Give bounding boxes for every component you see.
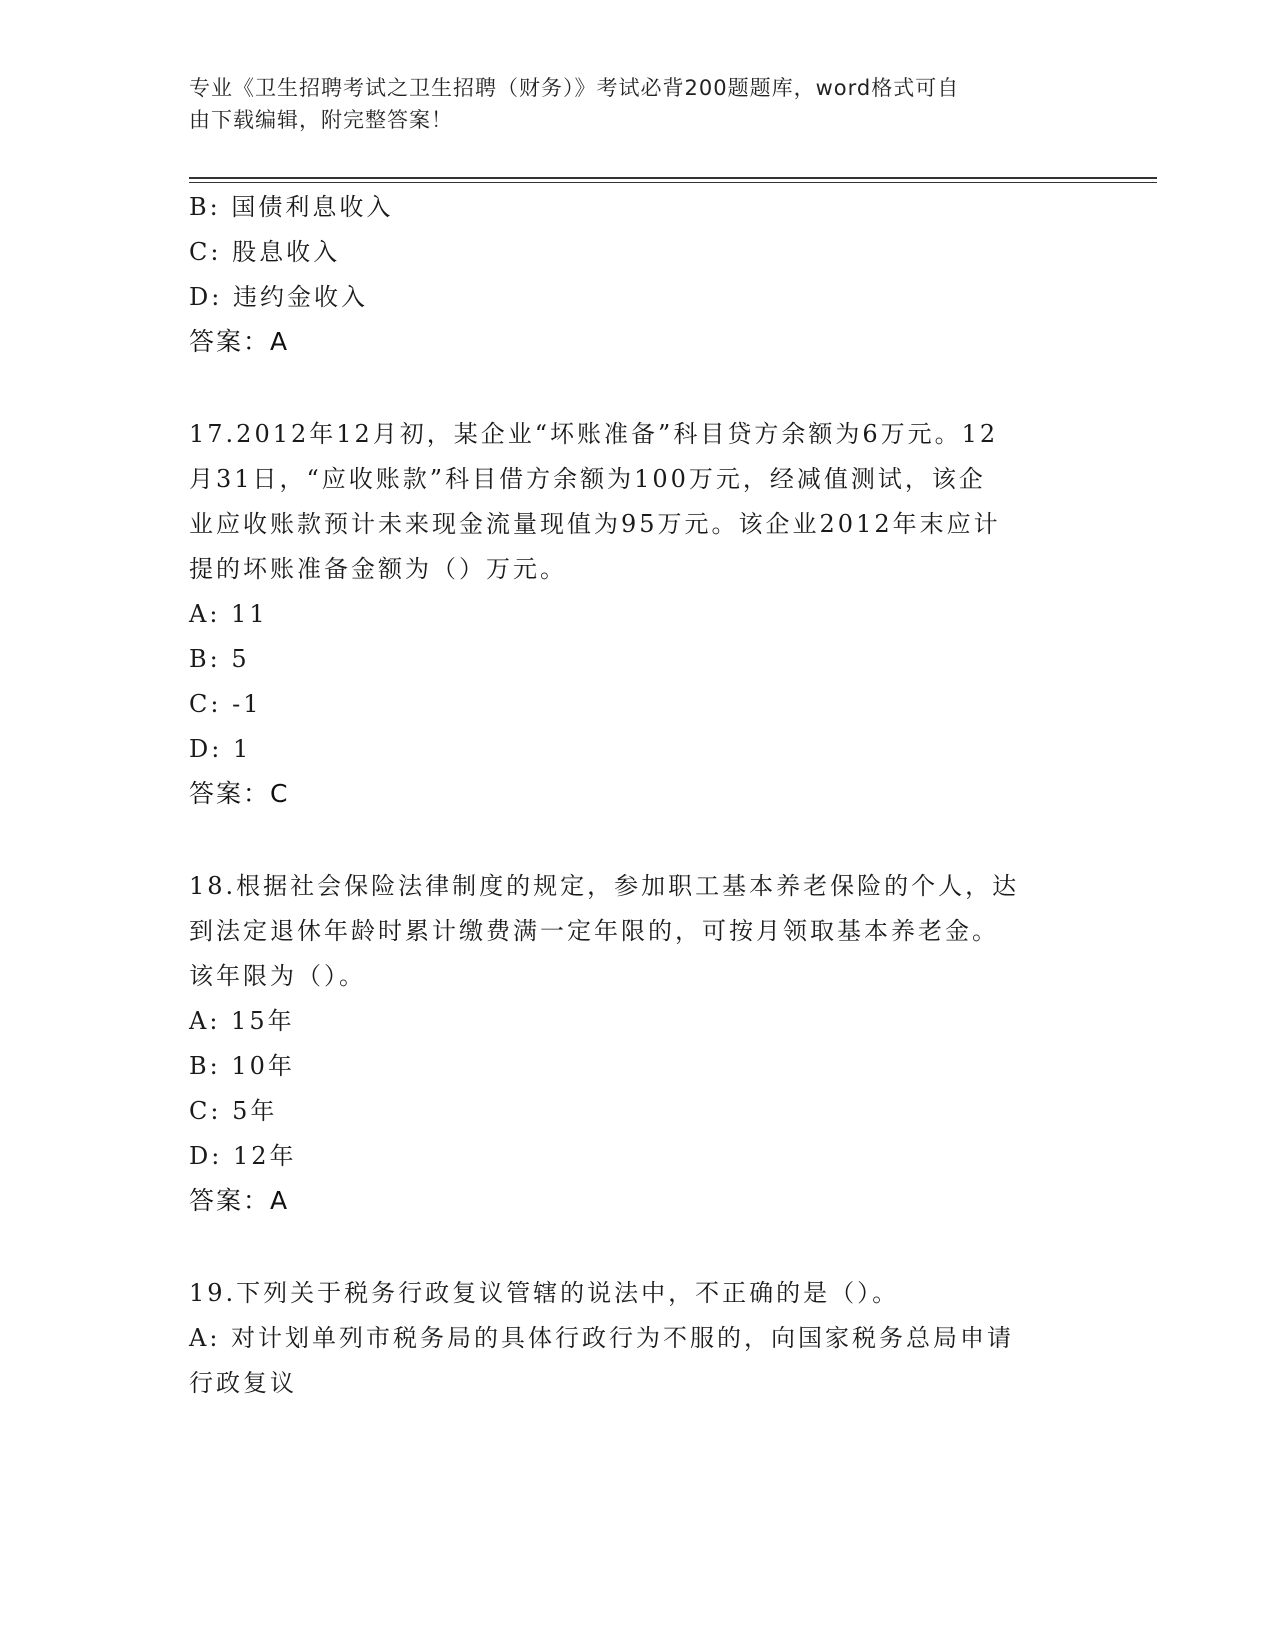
q18-stem-line-3: 该年限为（）。 [189,962,366,990]
q16-option-d: D: 违约金收入 [189,283,368,311]
q18-option-b: B: 10年 [189,1052,295,1080]
q18-answer: 答案：A [189,1186,290,1215]
q17-stem-line-4: 提的坏账准备金额为（）万元。 [189,555,567,583]
q18-option-d: D: 12年 [189,1142,297,1170]
document-header [189,72,1069,136]
q16-option-c: C: 股息收入 [189,238,341,266]
q17-stem-line-1: 17.2012年12月初，某企业“坏账准备”科目贷方余额为6万元。12 [189,420,999,448]
header-divider-thin [189,182,1157,183]
q16-option-b: B: 国债利息收入 [189,193,394,221]
q18-stem-line-2: 到法定退休年龄时累计缴费满一定年限的，可按月领取基本养老金。 [189,917,999,945]
q17-option-a: A: 11 [189,600,268,628]
q19-stem-line-1: 19.下列关于税务行政复议管辖的说法中，不正确的是（）。 [189,1279,900,1307]
q18-option-a: A: 15年 [189,1007,295,1035]
header-line-2: 由下载编辑，附完整答案！ [189,108,453,132]
q19-option-a-line-1: A: 对计划单列市税务局的具体行政行为不服的，向国家税务总局申请 [189,1324,1015,1352]
q19-option-a-line-2: 行政复议 [189,1369,297,1397]
q17-option-b: B: 5 [189,645,250,673]
header-divider-thick [189,177,1157,179]
q17-stem-line-2: 月31日，“应收账款”科目借方余额为100万元，经减值测试，该企 [189,465,986,493]
header-line-1: 专业《卫生招聘考试之卫生招聘（财务）》考试必背200题题库，word格式可自 [189,76,960,100]
q17-answer: 答案：C [189,779,290,808]
q17-option-c: C: -1 [189,690,262,718]
q17-stem-line-3: 业应收账款预计未来现金流量现值为95万元。该企业2012年末应计 [189,510,1001,538]
q16-answer: 答案：A [189,327,290,356]
q18-option-c: C: 5年 [189,1097,278,1125]
q17-option-d: D: 1 [189,735,252,763]
q18-stem-line-1: 18.根据社会保险法律制度的规定，参加职工基本养老保险的个人，达 [189,872,1020,900]
